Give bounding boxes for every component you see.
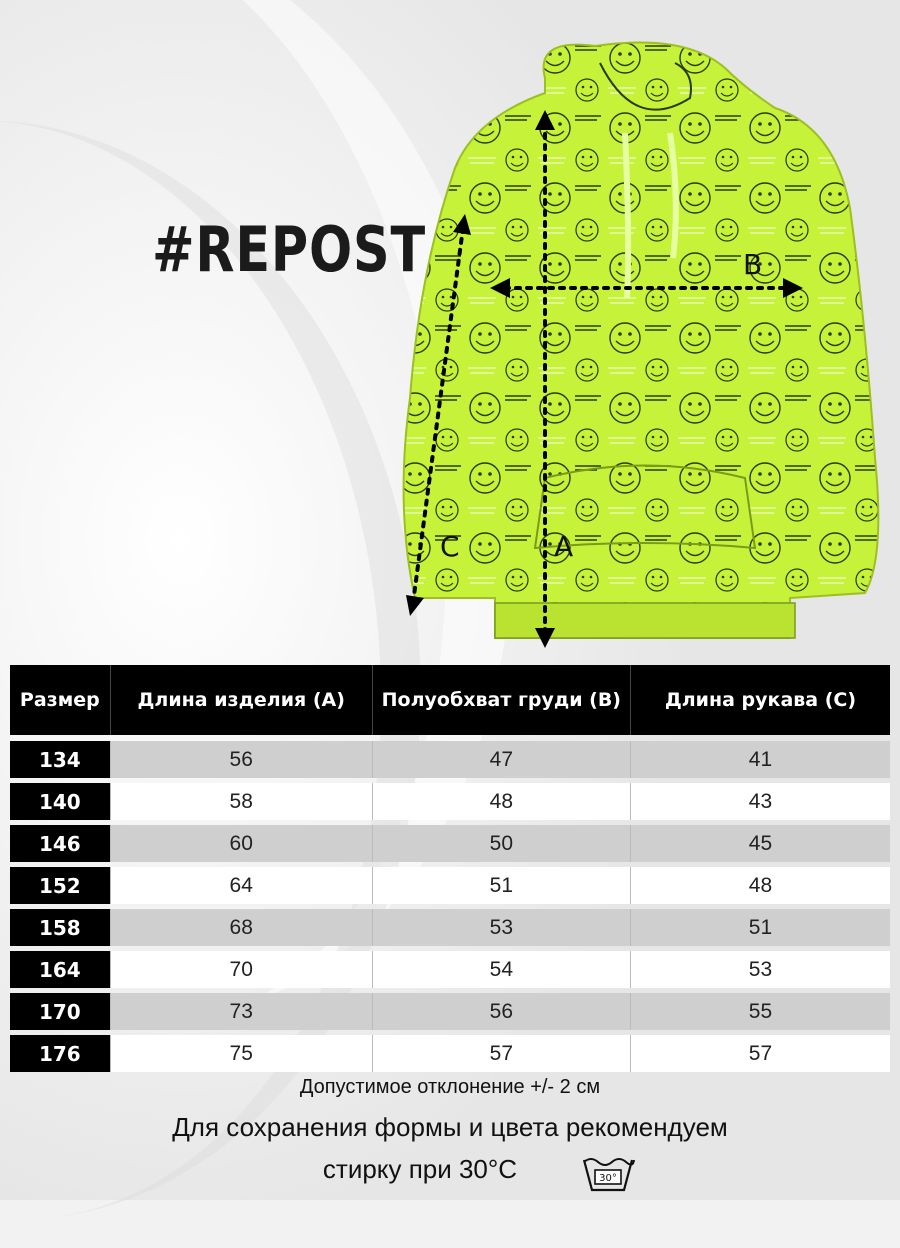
wash-30-icon <box>580 1150 636 1194</box>
size-cell: 152 <box>10 867 110 904</box>
length-cell: 58 <box>110 783 372 820</box>
sleeve-cell: 43 <box>630 783 890 820</box>
sleeve-cell: 51 <box>630 909 890 946</box>
tolerance-note: Допустимое отклонение +/- 2 см <box>299 1076 601 1098</box>
chest-cell: 57 <box>372 1035 630 1072</box>
length-cell: 56 <box>110 741 372 778</box>
table-header <box>10 665 890 735</box>
header-chest: Полуобхват груди (B) <box>373 665 631 735</box>
dimension-label-c: C <box>440 530 460 563</box>
chest-cell: 56 <box>372 993 630 1030</box>
sleeve-cell: 45 <box>630 825 890 862</box>
table-row <box>10 1035 890 1072</box>
table-row <box>10 867 890 904</box>
dimension-label-a: A <box>554 530 574 563</box>
dimension-label-b: B <box>743 248 763 281</box>
length-cell: 64 <box>110 867 372 904</box>
table-row <box>10 909 890 946</box>
length-cell: 68 <box>110 909 372 946</box>
table-row <box>10 783 890 820</box>
table-row <box>10 825 890 862</box>
chest-cell: 51 <box>372 867 630 904</box>
chest-cell: 47 <box>372 741 630 778</box>
brand-logo: #REPOST <box>152 213 426 286</box>
sleeve-cell: 55 <box>630 993 890 1030</box>
size-cell: 176 <box>10 1035 110 1072</box>
chest-cell: 53 <box>372 909 630 946</box>
table-row <box>10 741 890 778</box>
care-note-line1: Для сохранения формы и цвета рекомендуем <box>172 1112 728 1142</box>
sleeve-cell: 48 <box>630 867 890 904</box>
header-length: Длина изделия (A) <box>111 665 373 735</box>
hoodie-illustration <box>395 38 895 658</box>
sleeve-cell: 53 <box>630 951 890 988</box>
size-cell: 170 <box>10 993 110 1030</box>
chest-cell: 48 <box>372 783 630 820</box>
length-cell: 75 <box>110 1035 372 1072</box>
length-cell: 73 <box>110 993 372 1030</box>
size-table <box>10 665 890 1077</box>
wash-temp-text: 30° <box>599 1173 617 1184</box>
length-cell: 70 <box>110 951 372 988</box>
size-cell: 140 <box>10 783 110 820</box>
care-note-line2: стирку при 30°С <box>322 1154 518 1184</box>
chest-cell: 54 <box>372 951 630 988</box>
sleeve-cell: 57 <box>630 1035 890 1072</box>
size-cell: 164 <box>10 951 110 988</box>
size-cell: 146 <box>10 825 110 862</box>
size-cell: 158 <box>10 909 110 946</box>
header-size: Размер <box>10 665 111 735</box>
table-row <box>10 993 890 1030</box>
table-row <box>10 951 890 988</box>
chest-cell: 50 <box>372 825 630 862</box>
sleeve-cell: 41 <box>630 741 890 778</box>
length-cell: 60 <box>110 825 372 862</box>
table-body <box>10 741 890 1072</box>
header-sleeve: Длина рукава (C) <box>664 689 857 711</box>
size-cell: 134 <box>10 741 110 778</box>
